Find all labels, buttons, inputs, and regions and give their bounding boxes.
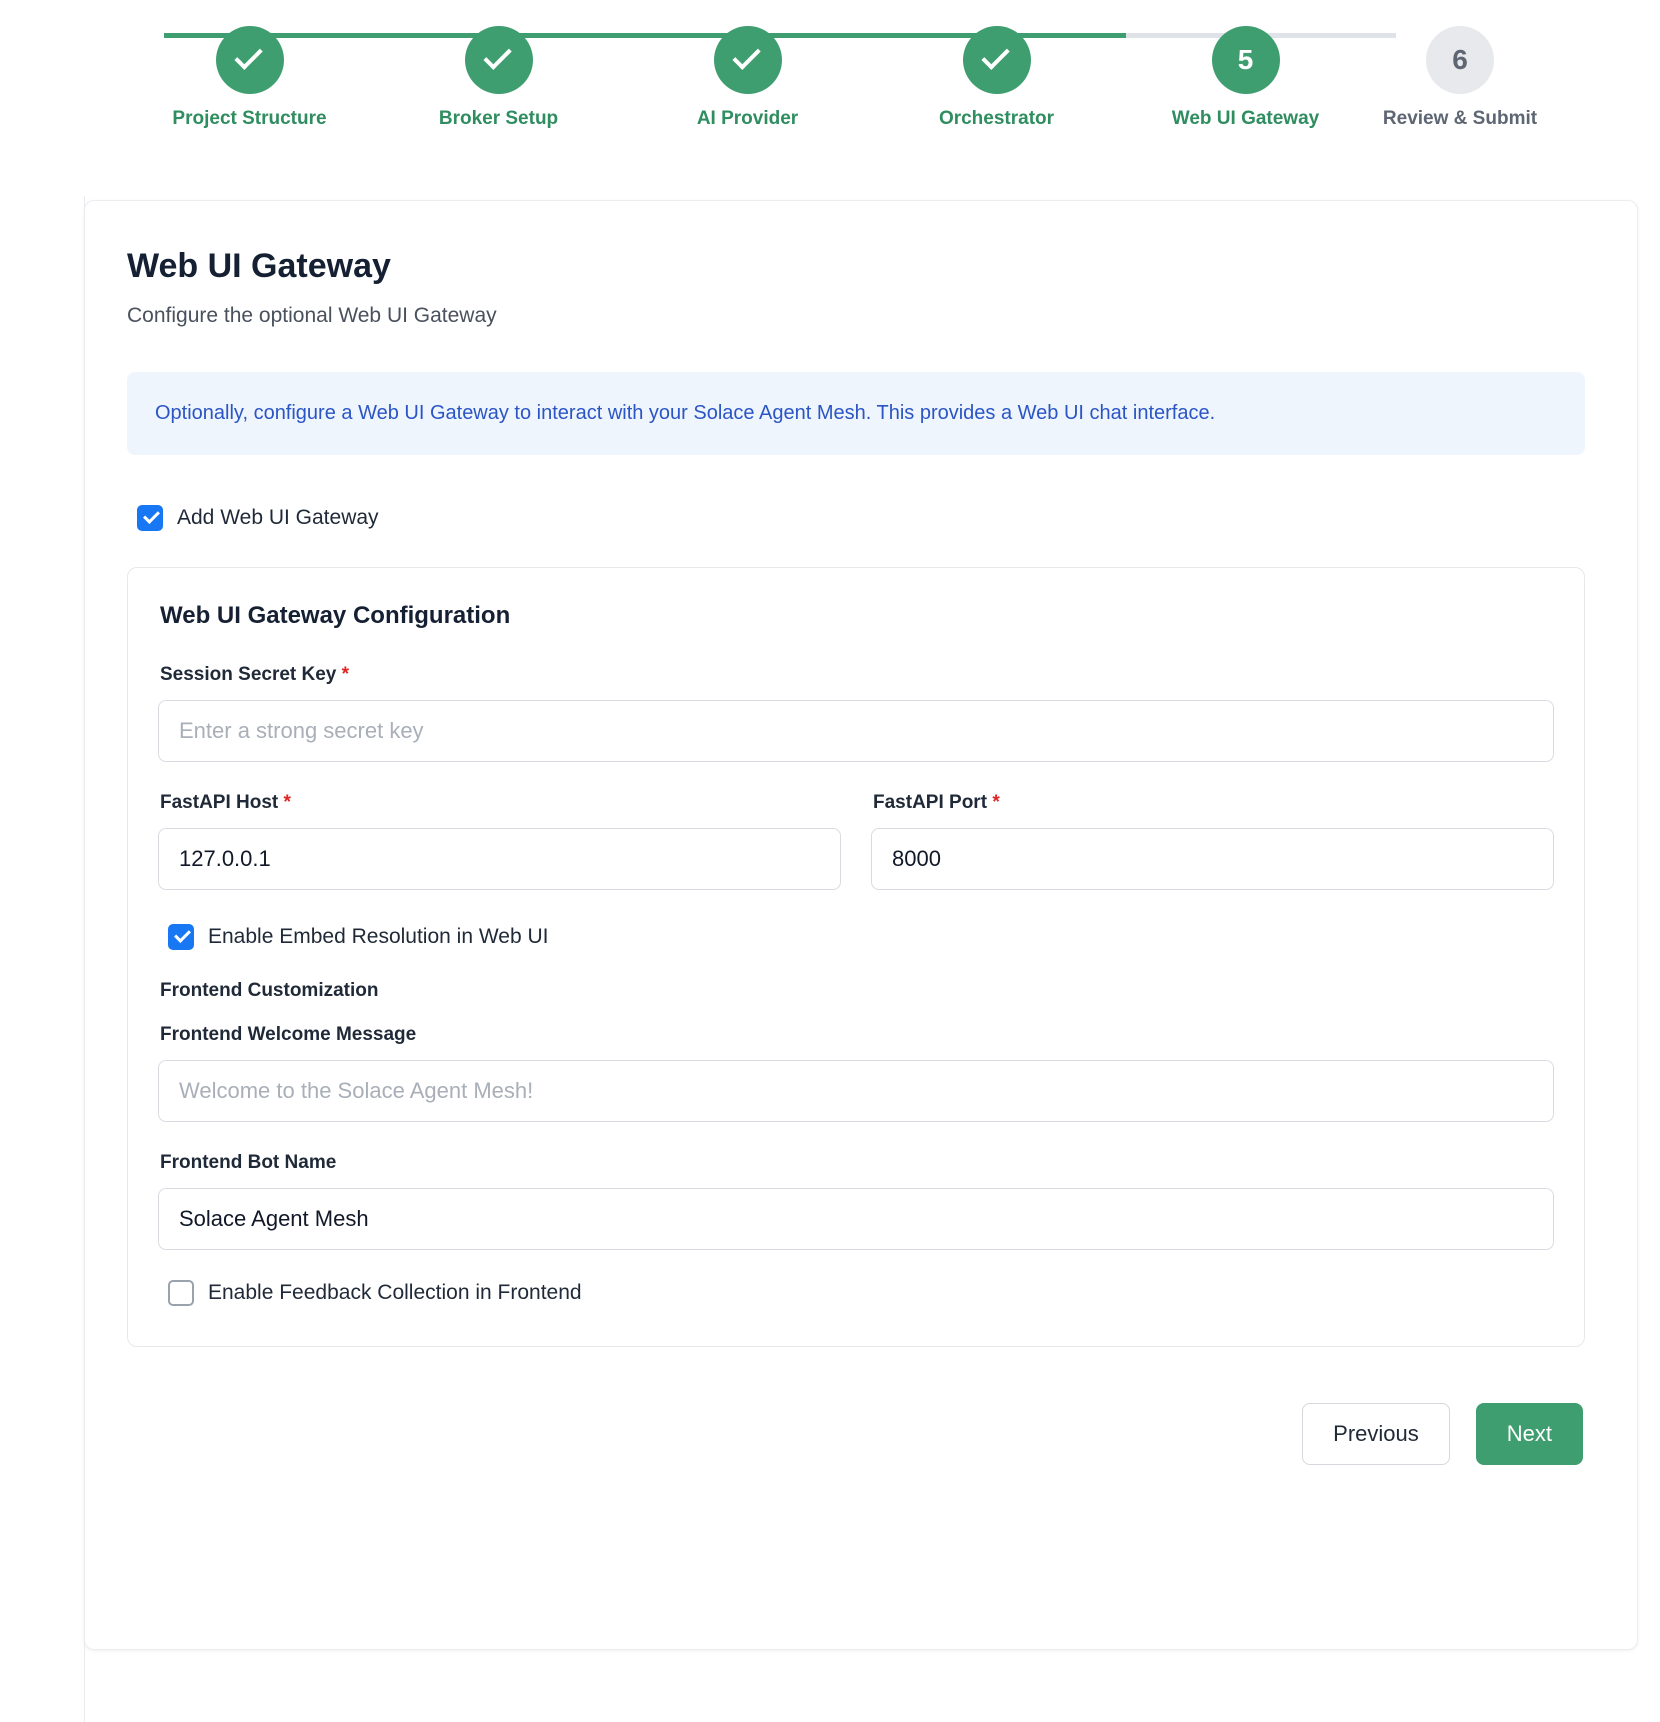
enable-embed-resolution-checkbox[interactable] [168,924,1554,950]
footer-actions [127,1403,1585,1465]
add-web-ui-gateway-label: Add Web UI Gateway [177,506,379,529]
stepper-connector-2 [419,33,647,38]
check-icon [732,42,760,70]
wizard-stepper [0,0,1660,170]
add-web-ui-gateway-checkbox[interactable] [137,505,1585,531]
page-subtitle: Configure the optional Web UI Gateway [127,304,497,327]
step-label-2: Broker Setup [438,108,559,129]
step-broker-setup[interactable] [374,26,623,130]
step-label-5: Web UI Gateway [1171,108,1320,129]
wizard-step-card [84,200,1638,1650]
fastapi-port-field [871,792,1554,890]
step-circle-5: 5 [1212,26,1280,94]
check-icon [981,42,1009,70]
step-ai-provider[interactable] [623,26,872,130]
fastapi-host-label [160,792,841,814]
page-left-rail [84,196,85,1722]
checkbox-icon[interactable] [168,1280,194,1306]
enable-feedback-collection-label: Enable Feedback Collection in Frontend [208,1281,582,1304]
fastapi-host-label-text: FastAPI Host [160,792,279,813]
step-project-structure[interactable] [125,26,374,130]
bot-name-label: Frontend Bot Name [160,1152,337,1173]
page-title: Web UI Gateway [127,247,391,285]
step-circle-4 [963,26,1031,94]
step-circle-6: 6 [1426,26,1494,94]
config-panel-title: Web UI Gateway Configuration [160,602,511,629]
welcome-message-input[interactable] [158,1060,1554,1122]
step-orchestrator[interactable] [872,26,1121,130]
info-banner: Optionally, configure a Web UI Gateway to interact with your Solace Agent Mesh. This provides a Web UI chat interface. [127,372,1585,455]
step-circle-3 [714,26,782,94]
web-ui-gateway-config-panel [127,567,1585,1347]
checkbox-icon[interactable] [137,505,163,531]
fastapi-port-label [873,792,1554,814]
session-secret-input[interactable] [158,700,1554,762]
fastapi-port-input[interactable] [871,828,1554,890]
step-label-3: AI Provider [696,108,799,129]
step-label-4: Orchestrator [938,108,1055,129]
step-review-submit[interactable] [1370,26,1550,130]
enable-feedback-collection-checkbox[interactable] [168,1280,1554,1306]
frontend-customization-heading: Frontend Customization [160,980,379,1001]
session-secret-label [160,664,1554,686]
welcome-message-label: Frontend Welcome Message [160,1024,417,1045]
next-button[interactable]: Next [1476,1403,1583,1465]
checkbox-icon[interactable] [168,924,194,950]
step-circle-1 [216,26,284,94]
fastapi-port-label-text: FastAPI Port [873,792,988,813]
required-marker: * [283,792,291,813]
session-secret-label-text: Session Secret Key [160,664,337,685]
check-icon [234,42,262,70]
bot-name-field [158,1152,1554,1250]
step-label-6: Review & Submit [1382,108,1538,129]
session-secret-field [158,664,1554,762]
required-marker: * [992,792,1000,813]
fastapi-host-input[interactable] [158,828,841,890]
fastapi-host-field [158,792,841,890]
previous-button[interactable]: Previous [1302,1403,1450,1465]
bot-name-input[interactable] [158,1188,1554,1250]
stepper-connector-1 [164,33,419,38]
enable-embed-resolution-label: Enable Embed Resolution in Web UI [208,925,549,948]
required-marker: * [341,664,350,685]
step-web-ui-gateway[interactable] [1121,26,1370,130]
step-circle-2 [465,26,533,94]
check-icon [483,42,511,70]
host-port-row [158,792,1554,890]
step-label-1: Project Structure [172,108,327,129]
welcome-message-field [158,1024,1554,1122]
